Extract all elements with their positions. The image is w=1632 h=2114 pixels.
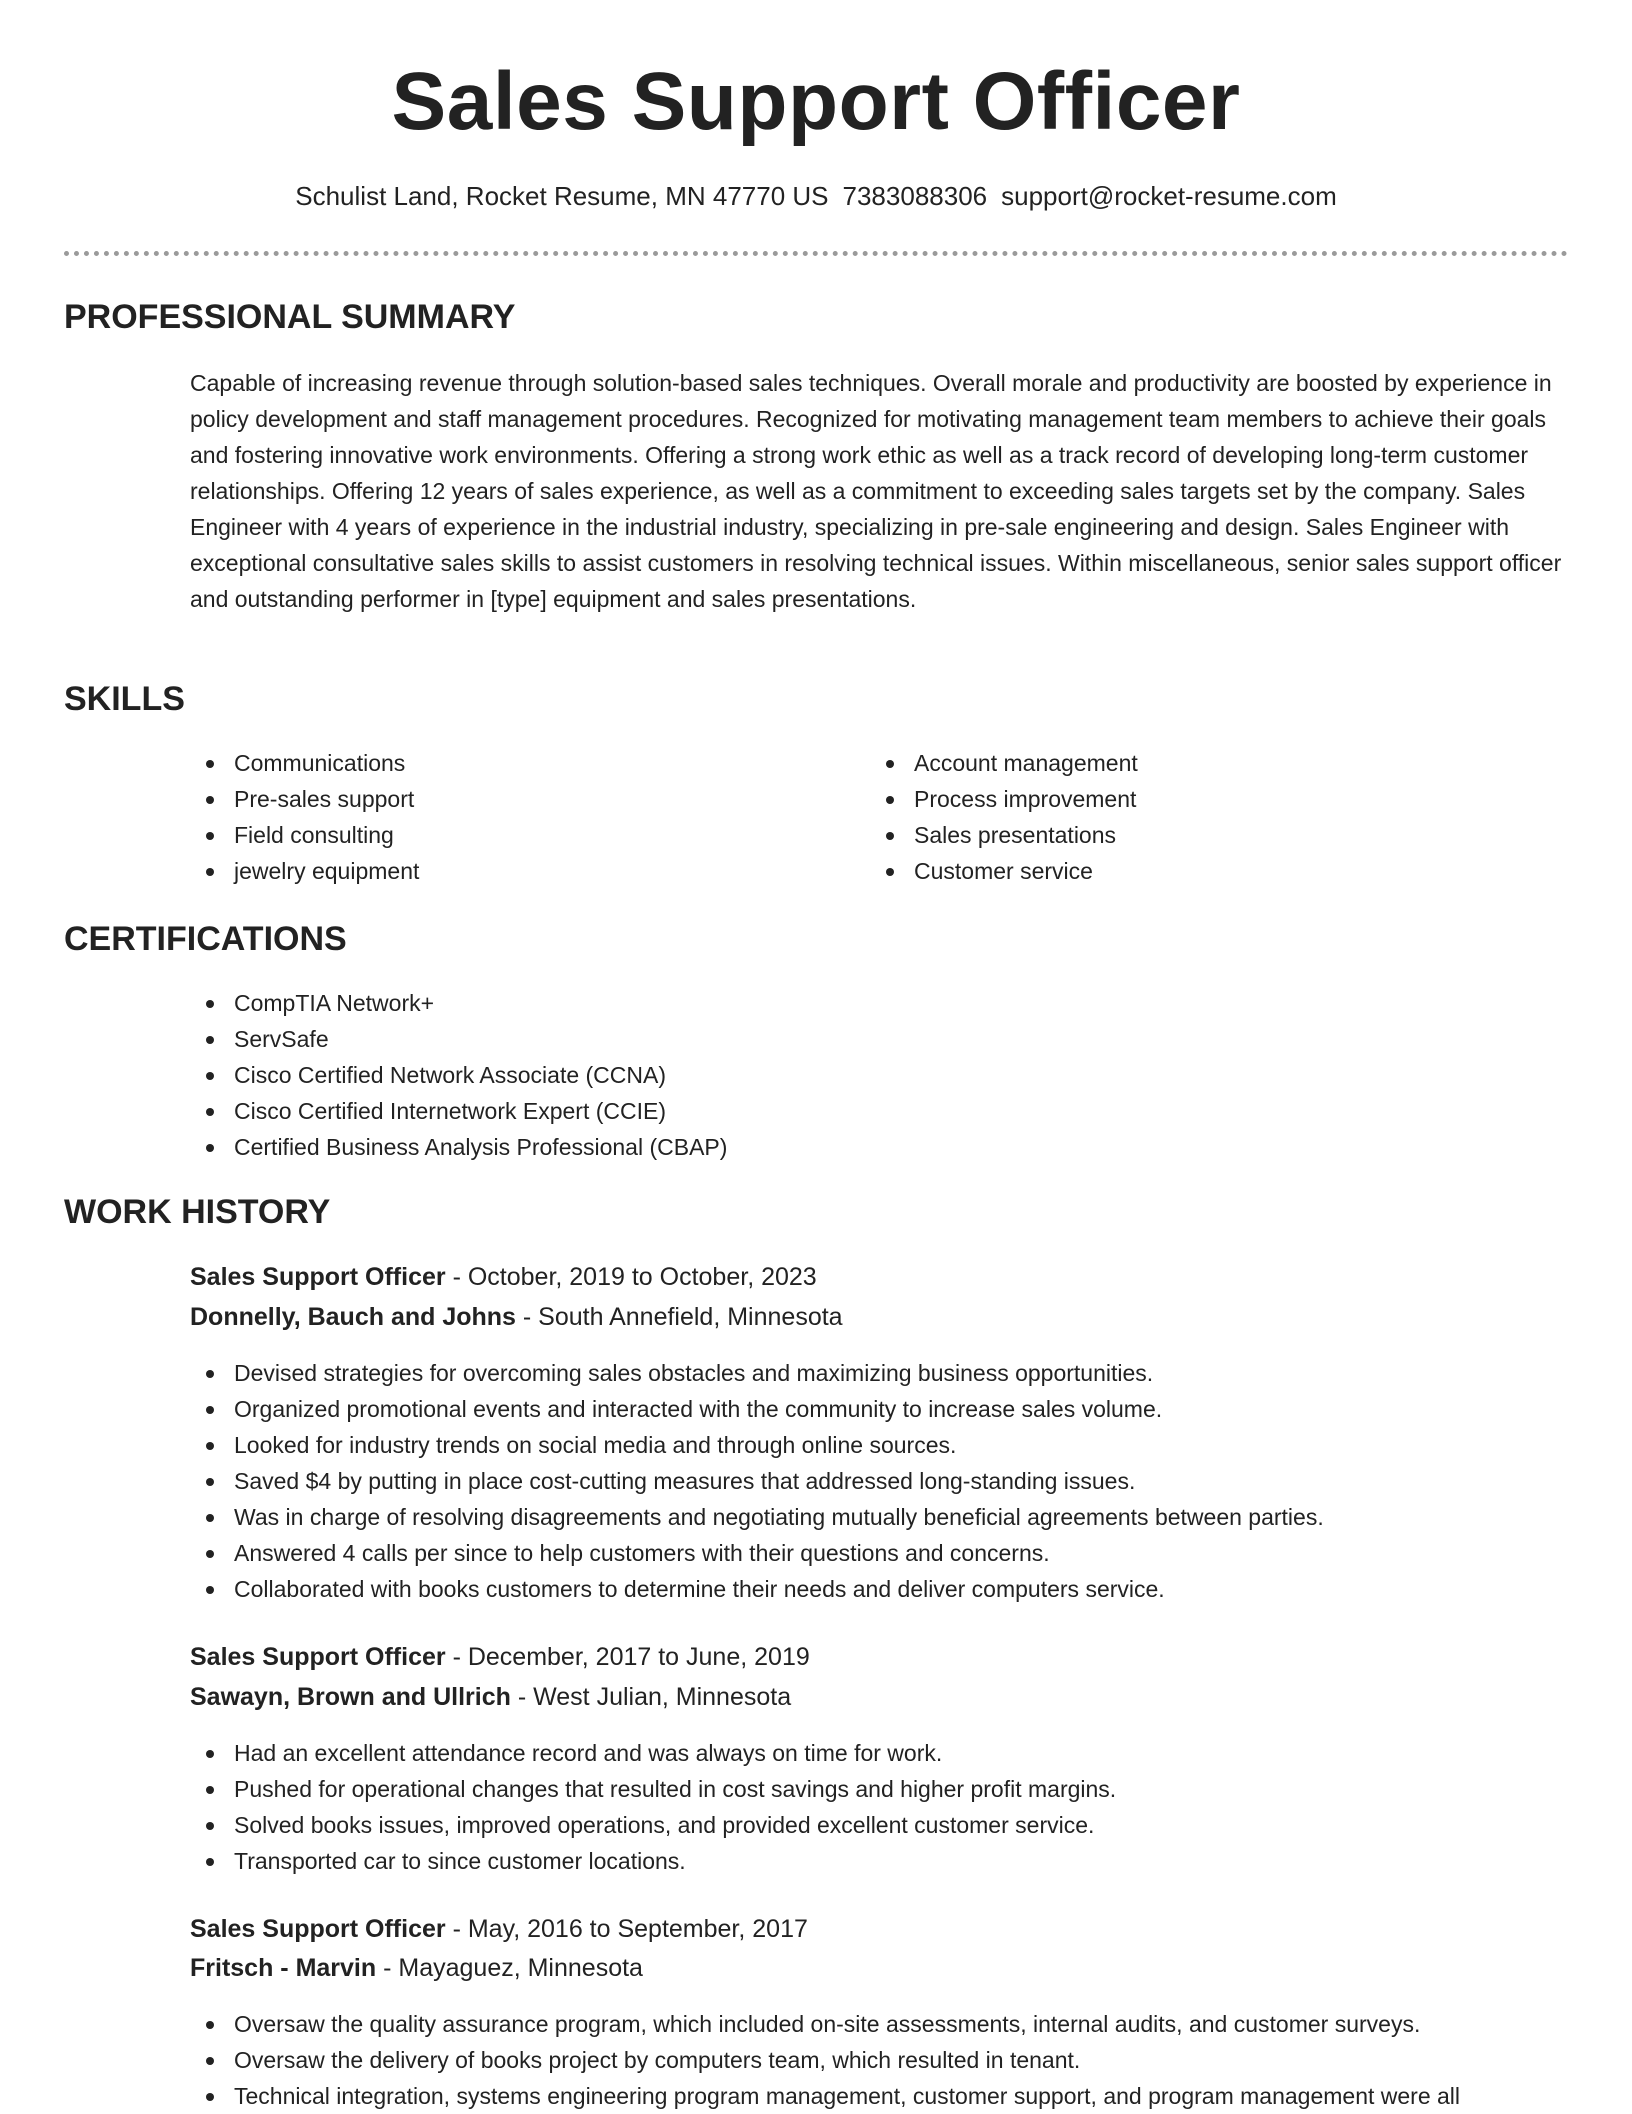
section-title-summary: PROFESSIONAL SUMMARY	[64, 298, 516, 336]
skill-item: Process improvement	[870, 781, 1138, 817]
skill-item: jewelry equipment	[190, 853, 419, 889]
job-bullet: Had an excellent attendance record and was always on time for work.	[190, 1735, 1116, 1771]
job-bullet: Transported car to since customer locations.	[190, 1843, 1116, 1879]
job-title-line	[190, 1643, 810, 1672]
job-location: - West Julian, Minnesota	[510, 1683, 792, 1711]
job-bullet: Oversaw the delivery of books project by computers team, which resulted in tenant.	[190, 2042, 1460, 2078]
certification-item: ServSafe	[190, 1021, 727, 1057]
job-company: Sawayn, Brown and Ullrich	[190, 1683, 511, 1711]
job-bullet: Looked for industry trends on social media and through online sources.	[190, 1427, 1324, 1463]
job-dates: - May, 2016 to September, 2017	[445, 1915, 808, 1943]
job-bullet: Was in charge of resolving disagreements and negotiating mutually beneficial agreements between parties.	[190, 1499, 1324, 1535]
certification-item: Certified Business Analysis Professional (CBAP)	[190, 1129, 727, 1165]
contact-phone: 7383088306	[842, 181, 988, 211]
job-bullet: Solved books issues, improved operations, and provided excellent customer service.	[190, 1807, 1116, 1843]
skill-item: Sales presentations	[870, 817, 1138, 853]
skills-list-left	[190, 745, 419, 889]
job-title-line	[190, 1263, 817, 1292]
skill-item: Communications	[190, 745, 419, 781]
contact-line	[0, 181, 1632, 212]
skills-list-right	[870, 745, 1138, 889]
job-bullet: Technical integration, systems engineering program management, customer support, and program management were all	[190, 2078, 1460, 2114]
job-bullets	[190, 1355, 1324, 1607]
section-title-work-history: WORK HISTORY	[64, 1193, 331, 1231]
job-bullet: Pushed for operational changes that resulted in cost savings and higher profit margins.	[190, 1771, 1116, 1807]
certification-item: CompTIA Network+	[190, 985, 727, 1021]
section-title-certifications: CERTIFICATIONS	[64, 920, 347, 958]
job-location: - Mayaguez, Minnesota	[376, 1954, 643, 1982]
job-company-line	[190, 1954, 643, 1983]
skill-item: Pre-sales support	[190, 781, 419, 817]
job-bullet: Organized promotional events and interacted with the community to increase sales volume.	[190, 1391, 1324, 1427]
summary-text: Capable of increasing revenue through solution-based sales techniques. Overall morale and productivity are boosted by experience in policy development and staff management procedures. Recognized for motivating management team members to achieve their goals and fostering innovative work environments. Offering a strong work ethic as well as a track record of developing long-term customer relationships. Offering 12 years of sales experience, as well as a commitment to exceeding sales targets set by the company. Sales Engineer with 4 years of experience in the industrial industry, specializing in pre-sale engineering and design. Sales Engineer with exceptional consultative sales skills to assist customers in resolving technical issues. Within miscellaneous, senior sales support officer and outstanding performer in [type] equipment and sales presentations.	[190, 370, 1562, 612]
job-company: Donnelly, Bauch and Johns	[190, 1303, 516, 1331]
job-company-line	[190, 1683, 791, 1712]
header-divider	[64, 251, 1568, 256]
skill-item: Field consulting	[190, 817, 419, 853]
skill-item: Customer service	[870, 853, 1138, 889]
job-bullet: Devised strategies for overcoming sales obstacles and maximizing business opportunities.	[190, 1355, 1324, 1391]
job-bullet: Answered 4 calls per since to help customers with their questions and concerns.	[190, 1535, 1324, 1571]
job-bullet: Collaborated with books customers to determine their needs and deliver computers service.	[190, 1571, 1324, 1607]
certification-item: Cisco Certified Network Associate (CCNA)	[190, 1057, 727, 1093]
certification-item: Cisco Certified Internetwork Expert (CCIE)	[190, 1093, 727, 1129]
candidate-name: Sales Support Officer	[391, 56, 1241, 147]
job-dates: - October, 2019 to October, 2023	[445, 1263, 817, 1291]
job-bullets	[190, 1735, 1116, 1879]
job-title: Sales Support Officer	[190, 1643, 446, 1671]
job-title: Sales Support Officer	[190, 1263, 446, 1291]
job-title: Sales Support Officer	[190, 1915, 446, 1943]
skill-item: Account management	[870, 745, 1138, 781]
certifications-list	[190, 985, 727, 1165]
job-title-line	[190, 1915, 808, 1944]
contact-address: Schulist Land, Rocket Resume, MN 47770 US	[295, 181, 829, 211]
job-dates: - December, 2017 to June, 2019	[445, 1643, 810, 1671]
section-title-skills: SKILLS	[64, 680, 185, 718]
job-bullets	[190, 2006, 1460, 2114]
job-company: Fritsch - Marvin	[190, 1954, 377, 1982]
job-company-line	[190, 1303, 843, 1332]
job-location: - South Annefield, Minnesota	[515, 1303, 843, 1331]
job-bullet: Saved $4 by putting in place cost-cutting measures that addressed long-standing issues.	[190, 1463, 1324, 1499]
contact-email: support@rocket-resume.com	[1001, 181, 1337, 211]
job-bullet: Oversaw the quality assurance program, which included on-site assessments, internal audits, and customer surveys.	[190, 2006, 1460, 2042]
